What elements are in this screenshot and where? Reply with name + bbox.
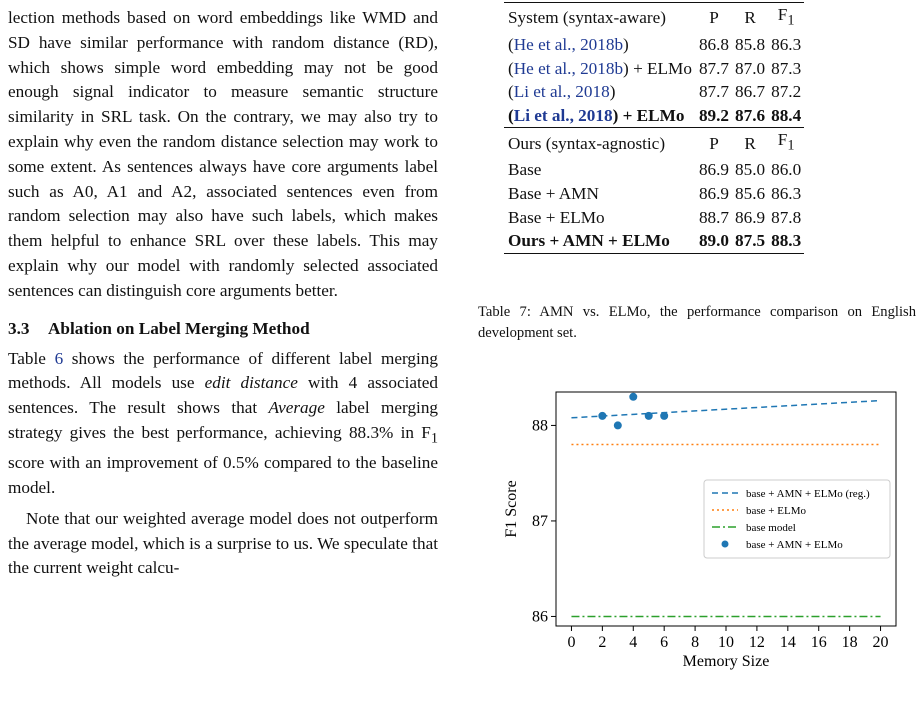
text-run: Table — [8, 348, 55, 368]
table-row-label: Base + AMN — [508, 184, 599, 204]
table-row-label: (Li et al., 2018) + ELMo — [508, 105, 685, 125]
table-row — [504, 33, 804, 57]
table-cell-p: 89.0 — [696, 229, 732, 253]
table-cell-f: 86.0 — [771, 160, 802, 180]
table-header-f1: $F_1$ — [768, 128, 804, 159]
citation-link[interactable]: Li et al., 2018 — [513, 105, 613, 125]
table-cell-f: 87.2 — [771, 82, 802, 102]
results-table — [504, 2, 804, 254]
table-row — [504, 206, 804, 230]
legend-label: base model — [746, 522, 796, 534]
scatter-point — [645, 412, 653, 420]
table-cell-p: 89.2 — [698, 105, 730, 125]
table-cell-r: 86.7 — [735, 82, 766, 102]
subscript: 1 — [430, 430, 438, 447]
table-row — [504, 182, 804, 206]
text-run: shows the performance of different label merging methods. All models use — [8, 348, 438, 393]
scatter-point — [660, 412, 668, 420]
legend-swatch — [722, 541, 729, 548]
x-tick-label: 20 — [872, 634, 889, 651]
x-tick-label: 14 — [779, 634, 796, 651]
section-title: Ablation on Label Merging Method — [48, 318, 310, 338]
table-row — [504, 229, 804, 253]
table-header-p: P — [696, 128, 732, 159]
x-tick-label: 4 — [629, 634, 638, 651]
table-row-label: (Li et al., 2018) — [508, 82, 616, 102]
table-row-label: (He et al., 2018b) + ELMo — [508, 58, 692, 78]
y-axis-label: F1 Score — [503, 480, 520, 538]
table-cell-f: 88.3 — [768, 229, 804, 253]
citation-link[interactable]: He et al., 2018b — [513, 58, 624, 78]
table-cell-r: 85.6 — [735, 184, 766, 204]
emphasis: Average — [268, 398, 325, 418]
text-run: score with an improvement of 0.5% compared to the baseline model. — [8, 453, 438, 497]
table-row-label: Base + ELMo — [508, 207, 605, 227]
scatter-point — [614, 421, 622, 429]
f1-memory-size-chart — [478, 380, 918, 672]
table-cell-r: 86.9 — [735, 207, 766, 227]
table-caption: Table 7: AMN vs. ELMo, the performance comparison on English development set. — [478, 304, 916, 341]
section-heading — [8, 317, 438, 341]
emphasis: edit distance — [204, 373, 298, 393]
x-tick-label: 18 — [841, 634, 858, 651]
table-cell-r: 87.5 — [732, 229, 768, 253]
series-line — [571, 401, 880, 418]
body-paragraph-1: lection methods based on word embeddings like WMD and SD have similar performance with random distance (RD), which shows simple word embedding may not be good enough signal indicator to measure semantic structure similarity in SRL task. On the contrary, we may also try to explain why even the random distance selection may work to some extent. As sentences always have core arguments label such as A0, A1 and A2, associated sentences even from random selection may also have such labels, which makes them helpful to enhance SRL over these labels. This may explain why our model with randomly selected associated sentences can distinguish core arguments better. — [8, 8, 438, 300]
scatter-point — [629, 393, 637, 401]
x-tick-label: 16 — [810, 634, 827, 651]
x-tick-label: 8 — [691, 634, 700, 651]
table-row-label: Ours + AMN + ELMo — [504, 229, 696, 253]
subscript: 1 — [787, 12, 795, 29]
legend-label: base + AMN + ELMo (reg.) — [746, 488, 870, 500]
body-paragraph-2 — [8, 347, 438, 501]
left-column — [8, 6, 438, 581]
subscript: 1 — [787, 137, 795, 154]
body-paragraph-3: Note that our weighted average model does not outperform the average model, which is a surprise to us. We speculate that the current weight calcu- — [8, 508, 438, 578]
table-cell-f: 87.3 — [771, 58, 802, 78]
table-cell-r: 85.0 — [735, 160, 766, 180]
table-cell-r: 87.6 — [735, 105, 766, 125]
table-header-row — [504, 3, 804, 34]
table-row-label: (He et al., 2018b) — [508, 35, 629, 55]
text-run: with 4 associated sentences. The result shows that — [8, 373, 438, 418]
table-header-label: System (syntax-aware) — [504, 3, 696, 34]
table-cell-r: 87.0 — [735, 58, 766, 78]
table-cell-p: 86.9 — [698, 184, 730, 204]
table-cell-p: 86.8 — [698, 35, 730, 55]
x-tick-label: 12 — [748, 634, 765, 651]
table-row — [504, 158, 804, 182]
citation-link[interactable]: He et al., 2018b — [513, 35, 624, 55]
citation-link[interactable]: Li et al., 2018 — [513, 82, 610, 102]
table-cell-p: 87.7 — [698, 82, 730, 102]
table-cell-f: 86.3 — [771, 184, 802, 204]
table-cell-p: 86.9 — [698, 160, 730, 180]
table-header-label: Ours (syntax-agnostic) — [504, 128, 696, 159]
x-tick-label: 6 — [660, 634, 669, 651]
table-row-label: Base — [508, 160, 542, 180]
table-cell-f: 87.8 — [771, 207, 802, 227]
x-tick-label: 0 — [567, 634, 576, 651]
table-header-row — [504, 128, 804, 159]
table-cell-r: 85.8 — [735, 35, 766, 55]
scatter-point — [598, 412, 606, 420]
x-tick-label: 10 — [718, 634, 734, 651]
text-run: label merging strategy gives the best performance, achieving 88.3% in F — [8, 398, 439, 442]
y-tick-label: 86 — [532, 608, 548, 626]
table-cell-p: 87.7 — [698, 58, 730, 78]
table-reference-link[interactable]: 6 — [54, 348, 64, 368]
y-tick-label: 87 — [532, 512, 548, 530]
y-tick-label: 88 — [532, 417, 548, 435]
legend-label: base + AMN + ELMo — [746, 539, 843, 551]
table-header-p: P — [696, 3, 732, 34]
table-header-f1: $F_1$ — [768, 3, 804, 34]
table-row — [504, 80, 804, 104]
table-row — [504, 104, 804, 128]
table-header-r: R — [732, 128, 768, 159]
x-axis-label: Memory Size — [682, 653, 770, 670]
table-cell-f: 88.4 — [771, 105, 802, 125]
legend-label: base + ELMo — [746, 505, 806, 517]
table-row — [504, 57, 804, 81]
x-tick-label: 2 — [598, 634, 607, 651]
section-number: 3.3 — [8, 318, 30, 338]
table-cell-f: 86.3 — [771, 35, 802, 55]
table-cell-p: 88.7 — [698, 207, 730, 227]
table-header-r: R — [732, 3, 768, 34]
